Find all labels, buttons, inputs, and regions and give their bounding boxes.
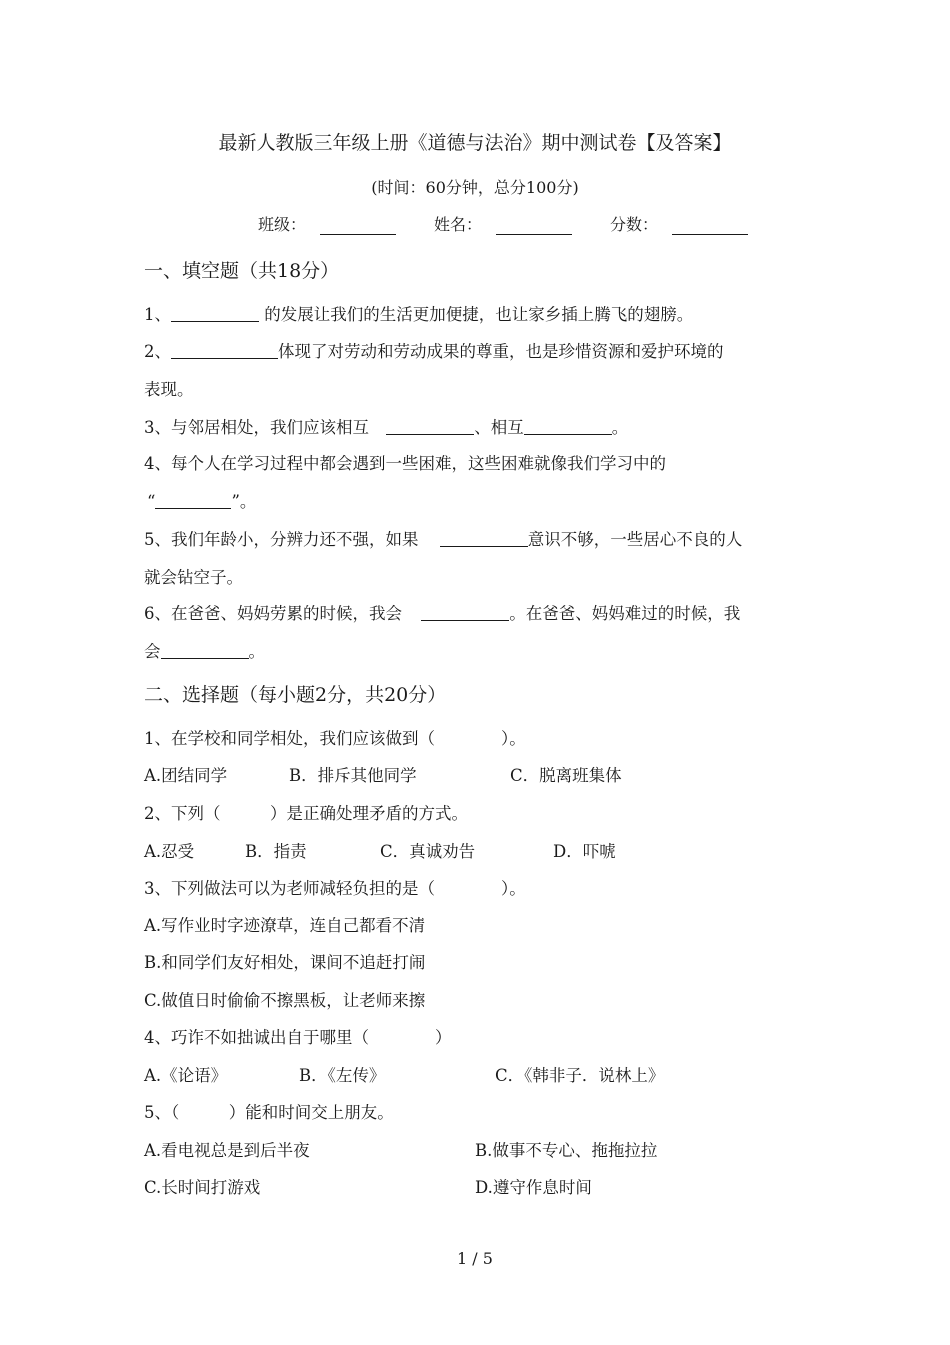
question-text: 3、与邻居相处，我们应该相互 (144, 418, 369, 437)
question-text: 意识不够，一些居心不良的人 (527, 530, 743, 549)
student-info-row (258, 212, 786, 235)
answer-blank[interactable] (386, 418, 474, 435)
question-1-3 (144, 414, 628, 438)
question-2-4-stem: 4、巧诈不如拙诚出自于哪里（ ） (144, 1028, 452, 1047)
score-field (610, 212, 748, 235)
question-text: 5、我们年龄小，分辨力还不强，如果 (144, 530, 419, 549)
question-2-3-stem: 3、下列做法可以为老师减轻负担的是（ ）。 (144, 879, 526, 898)
option-c[interactable]: C.长时间打游戏 (144, 1178, 261, 1197)
question-1-2 (144, 338, 724, 362)
page-number: 1 / 5 (457, 1249, 493, 1268)
option-a[interactable]: A.写作业时字迹潦草，连自己都看不清 (144, 916, 426, 935)
question-text: 。 (248, 642, 265, 661)
question-text: 会 (144, 642, 161, 661)
section-heading-multiple-choice: 二、选择题（每小题2分，共20分） (144, 684, 447, 706)
question-number: 1、 (144, 305, 171, 324)
answer-blank[interactable] (161, 642, 249, 659)
name-field (434, 212, 572, 235)
answer-blank[interactable] (421, 604, 509, 621)
answer-blank[interactable] (171, 305, 259, 322)
class-blank[interactable] (320, 216, 396, 235)
question-1-5-continued: 就会钻空子。 (144, 568, 243, 587)
option-b[interactable]: B．指责 (245, 842, 307, 861)
question-number: 2、 (144, 342, 171, 361)
question-2-5-stem: 5、（ ）能和时间交上朋友。 (144, 1103, 394, 1122)
question-1-4: 4、每个人在学习过程中都会遇到一些困难，这些困难就像我们学习中的 (144, 454, 666, 473)
option-a[interactable]: A.忍受 (144, 842, 195, 861)
question-1-2-continued: 表现。 (144, 380, 194, 399)
class-label: 班级： (258, 215, 307, 234)
option-c[interactable]: C．《韩非子．说林上》 (495, 1066, 665, 1085)
question-text: 。 (611, 418, 629, 437)
option-b[interactable]: B.和同学们友好相处，课间不追赶打闹 (144, 953, 426, 972)
answer-blank[interactable] (524, 418, 612, 435)
question-1-6 (144, 600, 740, 624)
name-label: 姓名： (434, 215, 483, 234)
answer-blank[interactable] (171, 342, 278, 359)
option-b[interactable]: B．《左传》 (299, 1066, 386, 1085)
question-text: 的发展让我们的生活更加便捷，也让家乡插上腾飞的翅膀。 (264, 305, 694, 324)
exam-subtitle: (时间：60分钟，总分100分) (371, 178, 579, 197)
option-a[interactable]: A.看电视总是到后半夜 (144, 1141, 310, 1160)
class-field (258, 212, 396, 235)
question-1-1 (144, 301, 693, 325)
option-c[interactable]: C．真诚劝告 (380, 842, 476, 861)
score-blank[interactable] (672, 216, 748, 235)
question-2-2-stem: 2、下列（ ）是正确处理矛盾的方式。 (144, 804, 468, 823)
answer-blank[interactable] (155, 492, 231, 509)
option-b[interactable]: B．排斥其他同学 (289, 766, 417, 785)
question-2-1-stem: 1、在学校和同学相处，我们应该做到（ ）。 (144, 729, 526, 748)
name-blank[interactable] (496, 216, 572, 235)
question-1-4-continued (147, 488, 256, 512)
question-text: 体现了对劳动和劳动成果的尊重，也是珍惜资源和爱护环境的 (278, 342, 724, 361)
option-a[interactable]: A.《论语》 (144, 1066, 228, 1085)
score-label: 分数： (610, 215, 659, 234)
question-text: 。在爸爸、妈妈难过的时候，我 (509, 604, 741, 623)
question-1-6-continued (144, 638, 265, 662)
answer-blank[interactable] (440, 530, 528, 547)
question-text: 6、在爸爸、妈妈劳累的时候，我会 (144, 604, 402, 623)
option-b[interactable]: B.做事不专心、拖拖拉拉 (475, 1141, 658, 1160)
close-quote: ”。 (231, 492, 257, 511)
option-d[interactable]: D.遵守作息时间 (475, 1178, 592, 1197)
option-c[interactable]: C.做值日时偷偷不擦黑板，让老师来擦 (144, 991, 426, 1010)
question-1-5 (144, 526, 742, 550)
open-quote: “ (147, 492, 156, 511)
option-a[interactable]: A.团结同学 (144, 766, 228, 785)
section-heading-fill-in: 一、填空题（共18分） (144, 260, 340, 282)
question-text: 、相互 (474, 418, 524, 437)
page-title: 最新人教版三年级上册《道德与法治》期中测试卷【及答案】 (218, 132, 732, 154)
option-d[interactable]: D．吓唬 (553, 842, 616, 861)
option-c[interactable]: C．脱离班集体 (510, 766, 622, 785)
